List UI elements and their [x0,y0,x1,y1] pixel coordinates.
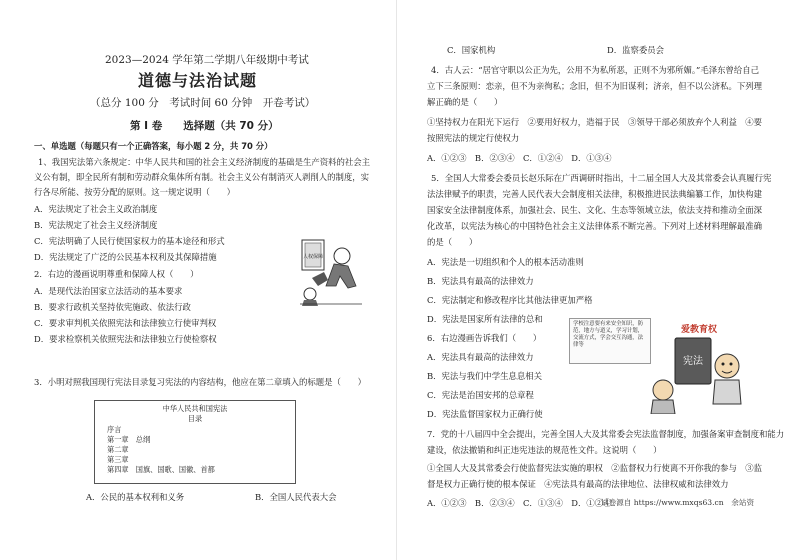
watermark-text: 试卷源自 https://www.mxqs63.cn 余站资 [601,498,755,507]
q7-line: 建设，依法撤销和纠正违宪违法的规范性文件。这说明（ ） [427,445,662,455]
exam-info: （总分 100 分 考试时间 60 分钟 开卷考试） [90,97,316,109]
q2-option: B．要求行政机关坚持依宪施政、依法行政 [34,302,191,312]
cartoon-speech-text: 学校注意要有来安全知识，防范，地方与道义，学习计划，交流方式，学会交互沟通，法律等 [573,321,644,348]
q4-line: 解正确的是（ ） [427,97,503,107]
q6-option: D．宪法监督国家权力正确行使 [427,409,543,419]
subject-title: 道德与法治试题 [138,71,258,90]
toc-row: 第四章 国旗、国歌、国徽、首都 [107,465,215,474]
q5-line: 的是（ ） [427,237,478,247]
q7-item: 督是权力正确行使的根本保证 ④宪法具有最高的法律地位、法律权威和法律效力 [427,479,729,489]
q5-option: D．宪法是国家所有法律的总和 [427,314,543,324]
q4-item: ①坚持权力在阳光下运行 ②要用好权力，造福于民 ③领导干部必须放弃个人利益 ④要 [427,117,762,127]
section-heading: 一、单选题（每题只有一个正确答案，每小题 2 分，共 70 分） [34,141,273,151]
right-column [397,0,794,560]
q1-line: 1、我国宪法第六条规定：中华人民共和国的社会主义经济制度的基础是生产资料的社会主 [38,157,370,167]
q5-line: 5．全国人大常委会委员长赵乐际在广西调研时指出，十二届全国人大及其常委会认真履行宪 [431,173,772,183]
q4-options: A．①②③ B．②③④ C．①②④ D．①③④ [427,153,612,163]
q1-line: 义公有制，即全民所有制和劳动群众集体所有制。社会主义公有制消灭人剥削人的制度，实 [34,172,369,182]
q3-option: A．公民的基本权利和义务 [86,492,185,502]
toc-row: 第三章 [107,455,129,464]
q5-option: A．宪法是一切组织和个人的根本活动准则 [427,257,584,267]
part-title: 第 I 卷 选择题（共 70 分） [130,120,279,132]
toc-title: 中华人民共和国宪法 [162,404,228,413]
q4-line: 立下三条原则：恋亲，但不为亲徇私；念旧，但不为旧谋利；济亲，但不以公济私。下列理 [427,81,762,91]
q7-line: 7．党的十八届四中全会提出，完善全国人大及其常委会宪法监督制度，加强备案审查制度和能力 [427,429,785,439]
q1-option: A．宪法规定了社会主义政治制度 [34,204,158,214]
toc-subtitle: 目录 [187,414,203,423]
exam-title-line: 2023—2024 学年第二学期八年级期中考试 [105,54,309,66]
q5-option: C．宪法制定和修改程序比其他法律更加严格 [427,295,593,305]
q3-option: D．监察委员会 [607,45,664,55]
q1-option: D．宪法规定了广泛的公民基本权利及其保障措施 [34,252,217,262]
q1-option: C．宪法明确了人民行使国家权力的基本途径和形式 [34,236,225,246]
toc-row: 序言 [107,425,122,434]
q6-stem: 6．右边漫画告诉我们（ ） [427,333,542,343]
q4-item: 按照宪法的规定行使权力 [427,133,520,143]
cartoon-book-label: 人权保障 [302,254,324,260]
q5-line: 化改革，以宪法为核心的中国特色社会主义法律体系不断完善。下列对上述材料理解最准确 [427,221,762,231]
q6-option: C．宪法是治国安邦的总章程 [427,390,534,400]
q2-option: A．是现代法治国家立法活动的基本要求 [34,286,183,296]
q4-line: 4．古人云：“居官守职以公正为先，公用不为私所恶，正则不为邪所媚。”毛泽东曾给自己 [431,65,759,75]
q7-options: A．①②③ B．②③④ C．①③④ D．①②④ [427,498,612,508]
q3-option: C．国家机构 [447,45,496,55]
toc-row: 第二章 [107,445,129,454]
toc-box [94,400,296,484]
cartoon-illustration-q6 [649,318,745,414]
q3-stem: 3．小明对照我国现行宪法目录复习宪法的内容结构，他应在第二章填入的标题是（ ） [34,377,366,387]
cartoon-illustration-q2 [296,236,364,306]
q2-option: C．要求审判机关依照宪法和法律独立行使审判权 [34,318,217,328]
cartoon-speech-bubble [569,318,651,364]
q7-item: ①全国人大及其常委会行使监督宪法实施的职权 ②监督权力行使离不开你我的参与 ③监 [427,463,762,473]
q1-option: B．宪法规定了社会主义经济制度 [34,220,158,230]
q2-option: D．要求检察机关依照宪法和法律独立行使检察权 [34,334,217,344]
q6-option: B．宪法与我们中学生息息相关 [427,371,543,381]
q3-option: B．全国人民代表大会 [255,492,337,502]
q5-option: B．宪法具有最高的法律效力 [427,276,534,286]
q6-option: A．宪法具有最高的法律效力 [427,352,534,362]
q5-line: 法法律赋予的职责，完善人民代表大会制度相关法律，积极推进民法典编纂工作，加快构建 [427,189,762,199]
q1-line: 行各尽所能、按劳分配的原则。这一规定说明（ ） [34,187,235,197]
cartoon-book-title: 宪法 [683,356,703,367]
q2-stem: 2．右边的漫画说明尊重和保障人权（ ） [34,269,199,279]
toc-row: 第一章 总纲 [107,435,151,444]
cartoon-sign-text: 爱教育权 [680,325,718,335]
q5-line: 国家安全法律制度体系，加强社会、民生、文化、生态等领域立法，依法支持和推动全面深 [427,205,762,215]
